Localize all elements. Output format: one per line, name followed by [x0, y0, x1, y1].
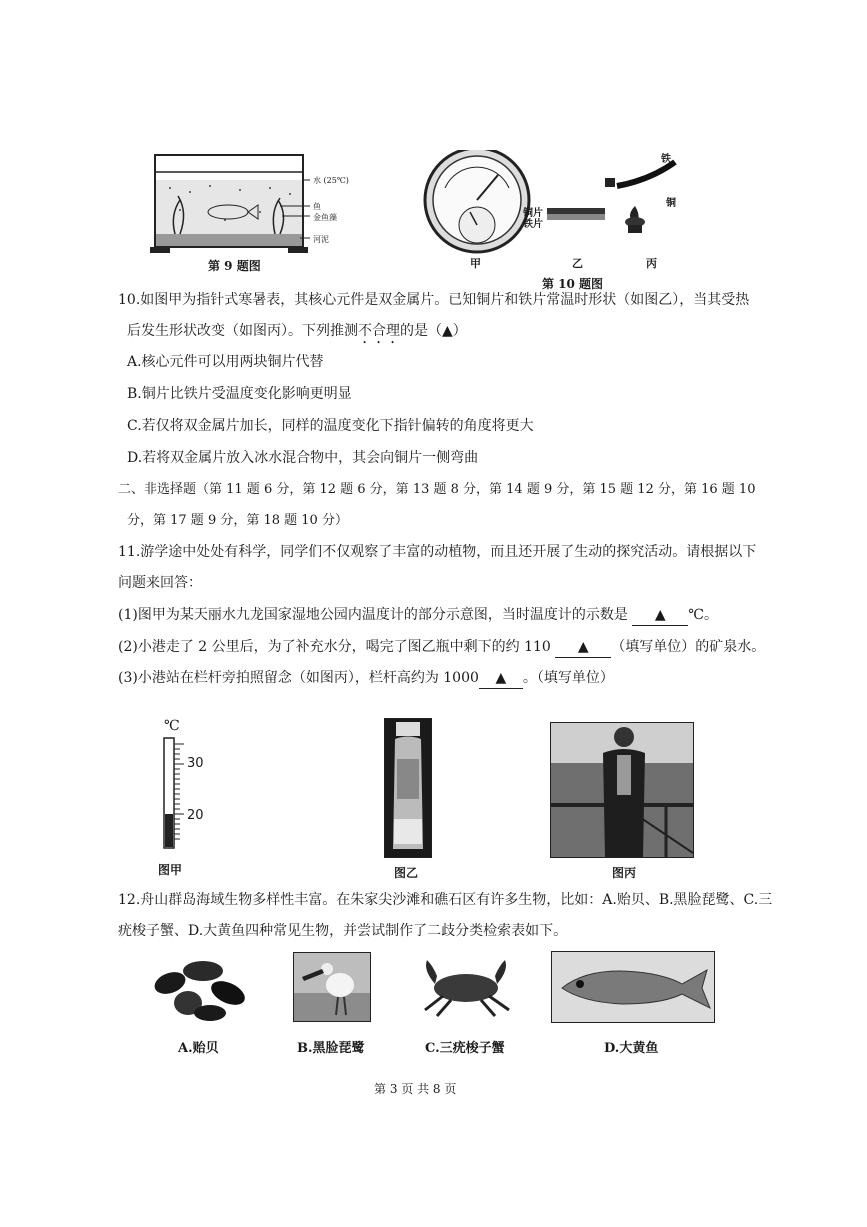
section2-heading-line2: 分，第 17 题 9 分，第 18 题 10 分） — [127, 513, 348, 528]
label-iron: 铁 — [661, 154, 671, 165]
fig10-sub-jia: 甲 — [470, 257, 481, 270]
q11-part2-tail: （填写单位）的矿泉水。 — [611, 639, 766, 655]
q11-part2-text: (2)小港走了 2 公里后，为了补充水分，喝完了图乙瓶中剩下的约 110 — [118, 639, 551, 655]
spoonbill-image — [294, 953, 370, 1021]
water-bottle-image — [385, 719, 431, 857]
q11-part3-blank: ▲ — [479, 668, 523, 689]
mussel-image — [148, 953, 258, 1023]
section2-heading-line1: 二、非选择题（第 11 题 6 分，第 12 题 6 分，第 13 题 8 分，第 14 题 9 分，第 15 题 12 分，第 16 题 10 — [118, 482, 756, 497]
thermometer-label-20: 20 — [187, 808, 204, 823]
q10-line2-pre: 后发生形状改变（如图丙）。下列推测 — [127, 323, 358, 339]
croaker-photo — [551, 951, 715, 1023]
croaker-image — [552, 952, 714, 1022]
q11-part3-text: (3)小港站在栏杆旁拍照留念（如图丙），栏杆高约为 1000 — [118, 670, 479, 686]
q10-stem-line1: 10.如图甲为指针式寒暑表，其核心元件是双金属片。已知铜片和铁片常温时形状（如图乙），当其受热 — [118, 292, 750, 308]
q10-option-b: B.铜片比铁片受温度变化影响更明显 — [127, 386, 352, 402]
bimetal-illustration — [420, 150, 690, 260]
label-iron-piece: 铁片 — [523, 219, 543, 230]
q12-stem-line2: 疣梭子蟹、D.大黄鱼四种常见生物，并尝试制作了二歧分类检索表如下。 — [118, 923, 568, 939]
q11-part1 — [118, 605, 718, 626]
caption-croaker: D.大黄鱼 — [604, 1041, 659, 1056]
q11-part3 — [118, 668, 614, 689]
crab-illustration — [413, 952, 519, 1022]
fig10-caption: 第 10 题图 — [542, 277, 604, 291]
fig9-caption: 第 9 题图 — [208, 259, 261, 273]
label-goldfish-weed: 金鱼藻 — [313, 213, 337, 222]
spoonbill-photo — [293, 952, 371, 1022]
q10-option-c: C.若仅将双金属片加长，同样的温度变化下指针偏转的角度将更大 — [127, 418, 534, 434]
q12-stem-line1: 12.舟山群岛海域生物多样性丰富。在朱家尖沙滩和礁石区有许多生物，比如：A.贻贝、B.黑脸琵鹭、C.三 — [118, 892, 773, 908]
caption-crab: C.三疣梭子蟹 — [425, 1041, 505, 1056]
q11-part2 — [118, 637, 765, 658]
thermometer-scale — [150, 718, 220, 853]
q11-part1-blank: ▲ — [632, 605, 688, 626]
label-river-mud: 河泥 — [313, 235, 329, 244]
page-footer: 第 3 页 共 8 页 — [374, 1082, 457, 1096]
caption-mussel: A.贻贝 — [178, 1041, 219, 1056]
q11-stem-line1: 11.游学途中处处有科学，同学们不仅观察了丰富的动植物，而且还开展了生动的探究活动。请根据以下 — [118, 544, 757, 560]
q11-stem-line2: 问题来回答： — [118, 575, 202, 591]
thermometer-unit: ℃ — [164, 718, 180, 734]
thermometer-caption: 图甲 — [158, 863, 183, 877]
crab-image — [413, 952, 519, 1022]
q11-part2-blank: ▲ — [555, 637, 611, 658]
mussel-illustration — [148, 953, 258, 1023]
thermometer-label-30: 30 — [187, 756, 204, 771]
q10-option-a: A.核心元件可以用两块铜片代替 — [127, 354, 324, 370]
bottle-caption: 图乙 — [394, 866, 419, 880]
label-copper-piece: 铜片 — [523, 208, 543, 219]
person-railing-image — [551, 723, 693, 857]
label-copper: 铜 — [666, 198, 676, 209]
fig10-sub-bing: 丙 — [646, 257, 657, 270]
railing-caption: 图丙 — [612, 866, 637, 880]
label-fish: 鱼 — [313, 202, 321, 211]
q10-option-d: D.若将双金属片放入冰水混合物中，其会向铜片一侧弯曲 — [127, 450, 479, 466]
q11-part3-tail: 。（填写单位） — [522, 670, 614, 686]
thermometer-figure — [150, 718, 220, 853]
q11-part1-text: (1)图甲为某天丽水九龙国家湿地公园内温度计的部分示意图，当时温度计的示数是 — [118, 607, 628, 623]
caption-spoonbill: B.黑脸琵鹭 — [297, 1041, 365, 1056]
figure-10 — [420, 150, 690, 260]
q10-emphasis: 不合理 — [358, 323, 400, 339]
label-water: 水 (25℃) — [313, 176, 349, 185]
q10-stem-line2 — [127, 321, 467, 347]
bottle-photo — [384, 718, 432, 858]
q11-part1-unit: ℃。 — [688, 607, 718, 623]
fig10-sub-yi: 乙 — [572, 257, 583, 270]
q10-line2-post: 的是（▲） — [400, 323, 467, 339]
railing-photo — [550, 722, 694, 858]
